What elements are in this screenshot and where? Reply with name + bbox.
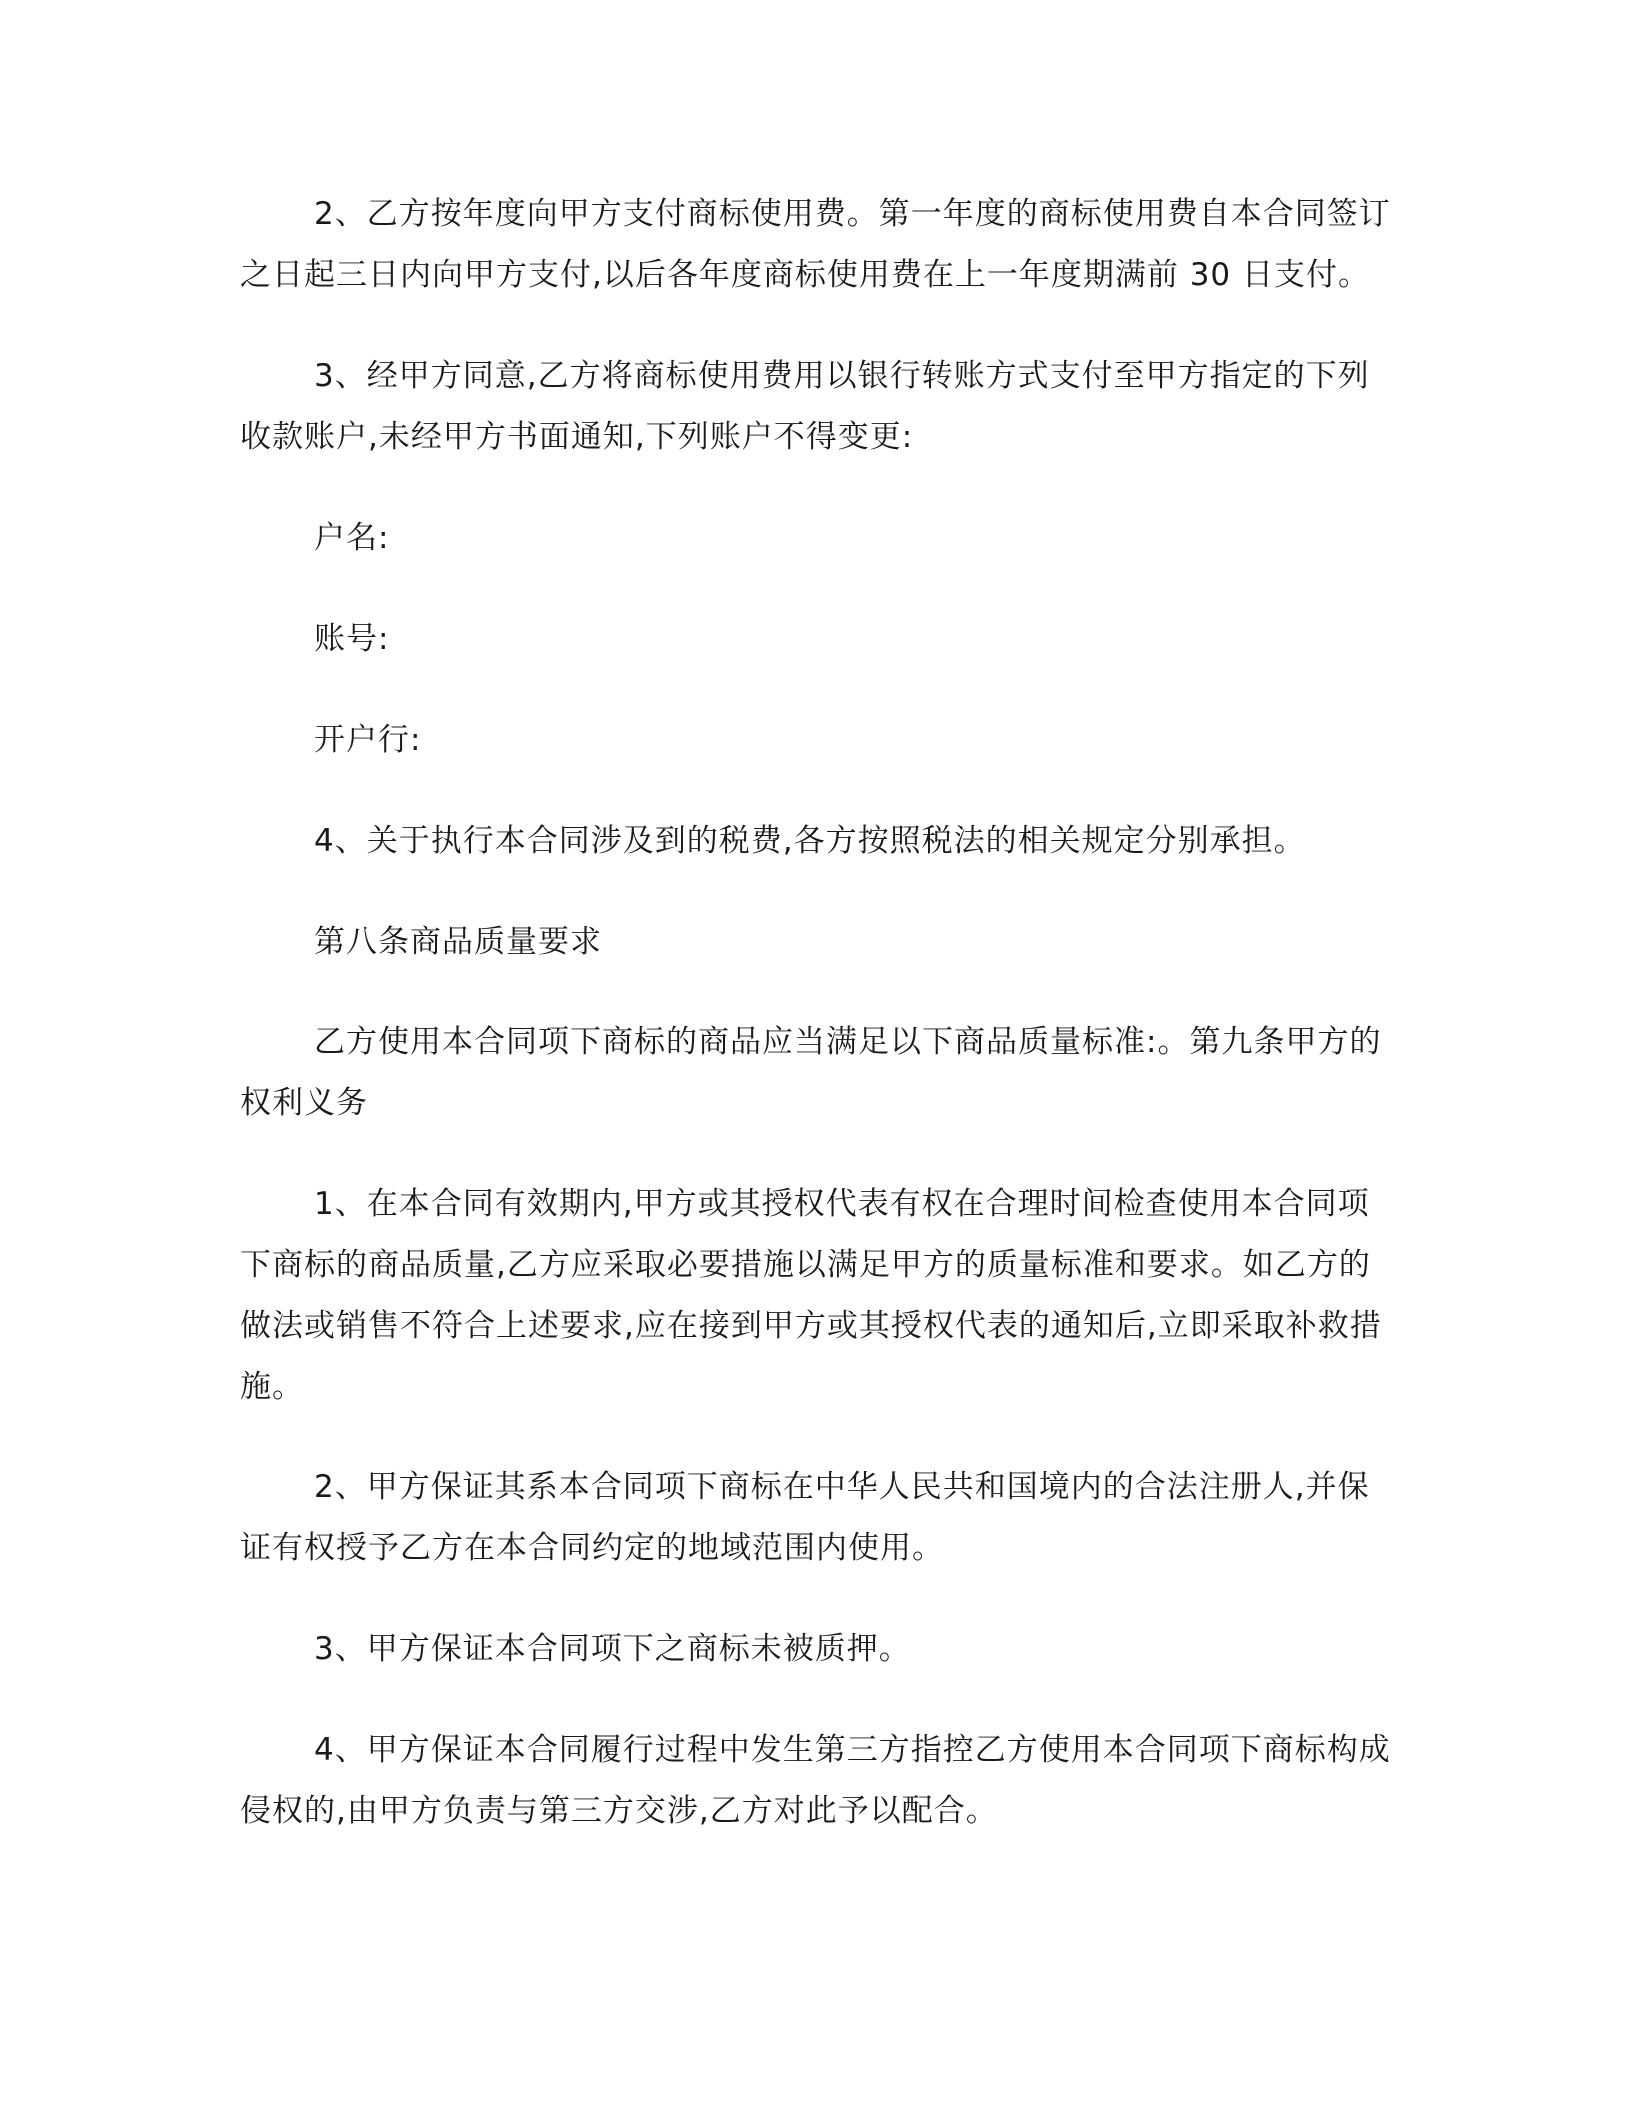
paragraph-registration-warranty: 2、甲方保证其系本合同项下商标在中华人民共和国境内的合法注册人,并保证有权授予乙方在本合同约定的地域范围内使用。 — [240, 1469, 1370, 1566]
paragraph-account-number: 账号: — [314, 621, 390, 657]
paragraph-taxes: 4、关于执行本合同涉及到的税费,各方按照税法的相关规定分别承担。 — [314, 823, 1306, 859]
paragraph-inspection-right: 1、在本合同有效期内,甲方或其授权代表有权在合理时间检查使用本合同项下商标的商品质量,乙方应采取必要措施以满足甲方的质量标准和要求。如乙方的做法或销售不符合上述要求,应在接到甲方或其授权代表的通知后,立即采取补救措施。 — [240, 1186, 1382, 1405]
paragraph-no-pledge: 3、甲方保证本合同项下之商标未被质押。 — [314, 1631, 911, 1667]
paragraph-infringement-claim: 4、甲方保证本合同履行过程中发生第三方指控乙方使用本合同项下商标构成侵权的,由甲方负责与第三方交涉,乙方对此予以配合。 — [240, 1732, 1391, 1829]
paragraph-opening-bank: 开户行: — [314, 722, 422, 758]
paragraph-bank-transfer: 3、经甲方同意,乙方将商标使用费用以银行转账方式支付至甲方指定的下列收款账户,未经甲方书面通知,下列账户不得变更: — [240, 358, 1370, 455]
paragraph-account-name: 户名: — [314, 520, 390, 556]
paragraph-trademark-fee-payment: 2、乙方按年度向甲方支付商标使用费。第一年度的商标使用费自本合同签订之日起三日内向甲方支付,以后各年度商标使用费在上一年度期满前 30 日支付。 — [240, 196, 1391, 293]
paragraph-quality-standard: 乙方使用本合同项下商标的商品应当满足以下商品质量标准:。第九条甲方的权利义务 — [240, 1024, 1382, 1121]
heading-article-8: 第八条商品质量要求 — [314, 924, 602, 960]
